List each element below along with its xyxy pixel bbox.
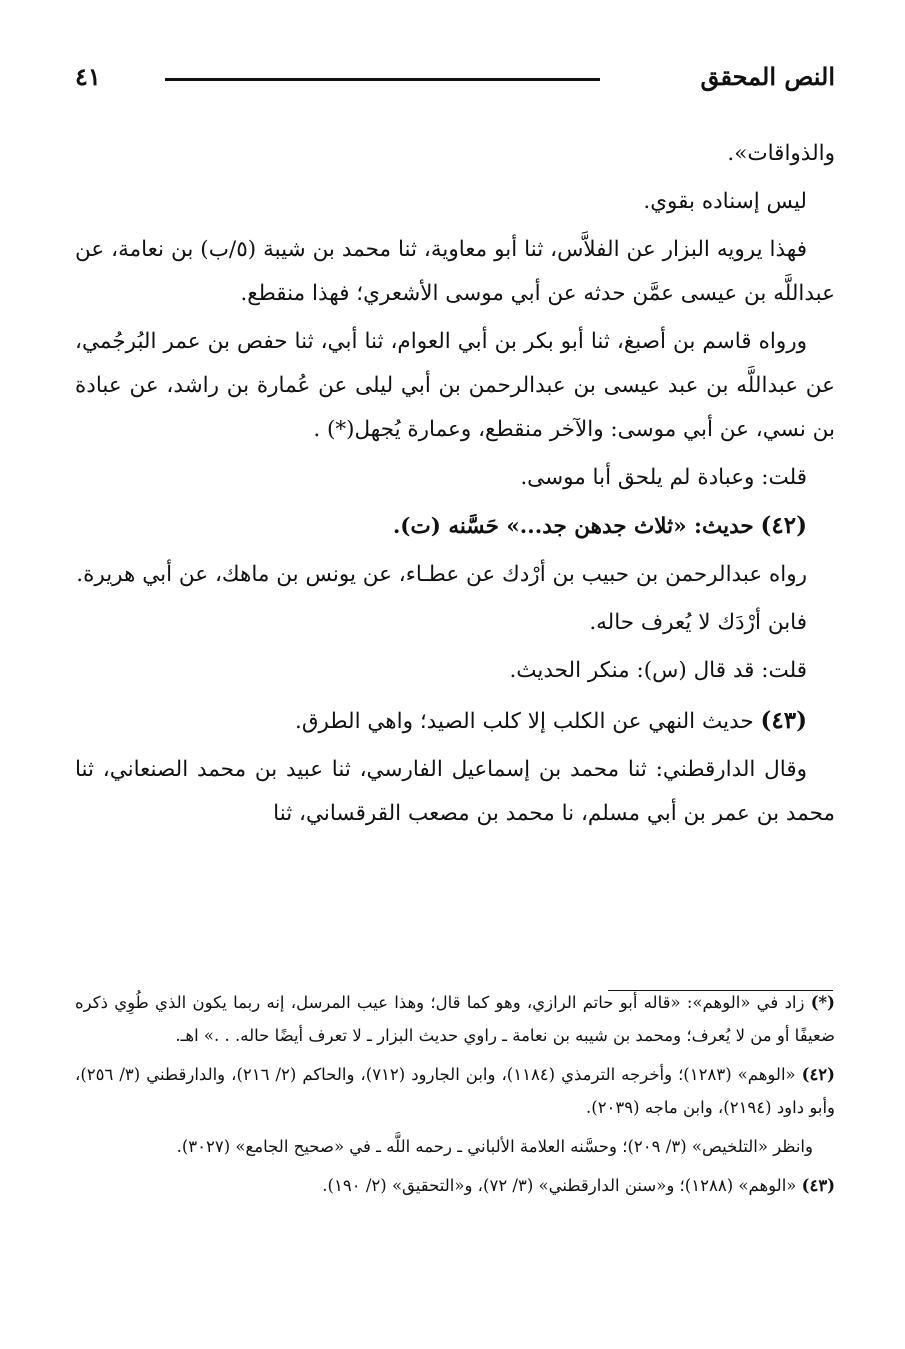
page-header (75, 56, 835, 96)
paragraph: رواه عبدالرحمن بن حبيب بن أرْدك عن عطـاء، عن يونس بن ماهك، عن أبي هريرة. (76, 562, 807, 587)
page-number: ٤١ (75, 61, 101, 91)
header-rule (165, 78, 600, 81)
footnote-text: «الوهم» (١٢٨٨)؛ و«سنن الدارقطني» (٣/ ٧٢)، و«التحقيق» (٢/ ١٩٠). (322, 1176, 797, 1195)
hadith-title: حديث: «ثلاث جدهن جد...» حَسَّنه (ت). (392, 514, 754, 539)
hadith-number: (٤٢) (760, 512, 807, 539)
footnote-42-continued: وانظر «التلخيص» (٣/ ٢٠٩)؛ وحسَّنه العلامة الألباني ـ رحمه اللَّه ـ في «صحيح الجامع» (٣٠٢٧). (176, 1137, 813, 1156)
paragraph: فهذا يرويه البزار عن الفلاَّس، ثنا أبو معاوية، ثنا محمد بن شيبة (٥/ب) بن نعامة، عن عبداللَّه بن عيسى عمَّن حدثه عن أبي موسى الأشعري؛ فهذا منقطع. (75, 237, 835, 306)
paragraph: ليس إسناده بقوي. (643, 189, 807, 214)
footnotes (75, 986, 835, 1208)
footnote-mark: (*) (810, 993, 835, 1012)
hadith-heading-43 (75, 699, 835, 744)
footnote-43 (75, 1169, 835, 1202)
paragraph: قلت: وعبادة لم يلحق أبا موسى. (520, 465, 807, 490)
footnote-mark: (٤٣) (801, 1176, 835, 1195)
hadith-title: حديث النهي عن الكلب إلا كلب الصيد؛ واهي الطرق. (295, 709, 754, 734)
paragraph: وقال الدارقطني: ثنا محمد بن إسماعيل الفارسي، ثنا عبيد بن محمد الصنعاني، ثنا محمد بن عمر بن أبي مسلم، نا محمد بن مصعب القرقساني، ثنا (75, 757, 835, 826)
footnote-text: زاد في «الوهم»: «قاله أبو حاتم الرازي، وهو كما قال؛ وهذا عيب المرسل، إنه ربما يكون الذي طُوِي ذكره ضعيفًا أو من لا يُعرف؛ ومحمد بن شيبه بن نعامة ـ راوي حديث البزار ـ لا تعرف أيضًا حاله. . .» اهـ. (75, 993, 835, 1045)
footnote-text: «الوهم» (١٢٨٣)؛ وأخرجه الترمذي (١١٨٤)، وابن الجارود (٧١٢)، والحاكم (٢/ ٢١٦)، والدارقطني (٣/ ٢٥٦)، وأبو داود (٢١٩٤)، وابن ماجه (٢٠٣٩). (75, 1065, 835, 1117)
footnote-mark: (٤٢) (801, 1065, 835, 1084)
footnote-42 (75, 1058, 835, 1124)
paragraph: والذواقات». (727, 141, 835, 166)
paragraph: فابن أرْدَك لا يُعرف حاله. (589, 610, 807, 635)
paragraph: ورواه قاسم بن أصبغ، ثنا أبو بكر بن أبي العوام، ثنا أبي، ثنا حفص بن عمر البُرجُمي، عن عبداللَّه بن عبد عيسى بن عبدالرحمن بن أبي ليلى عن عُمارة بن راشد، عن عبادة بن نسي، عن أبي موسى: والآخر منقطع، وعمارة يُجهل(*) . (75, 329, 835, 442)
running-title: النص المحقق (700, 61, 835, 91)
hadith-number: (٤٣) (760, 707, 807, 734)
hadith-heading-42 (75, 504, 835, 549)
footnote-star (75, 986, 835, 1052)
paragraph: قلت: قد قال (س): منكر الحديث. (509, 658, 807, 683)
main-text (75, 132, 835, 840)
